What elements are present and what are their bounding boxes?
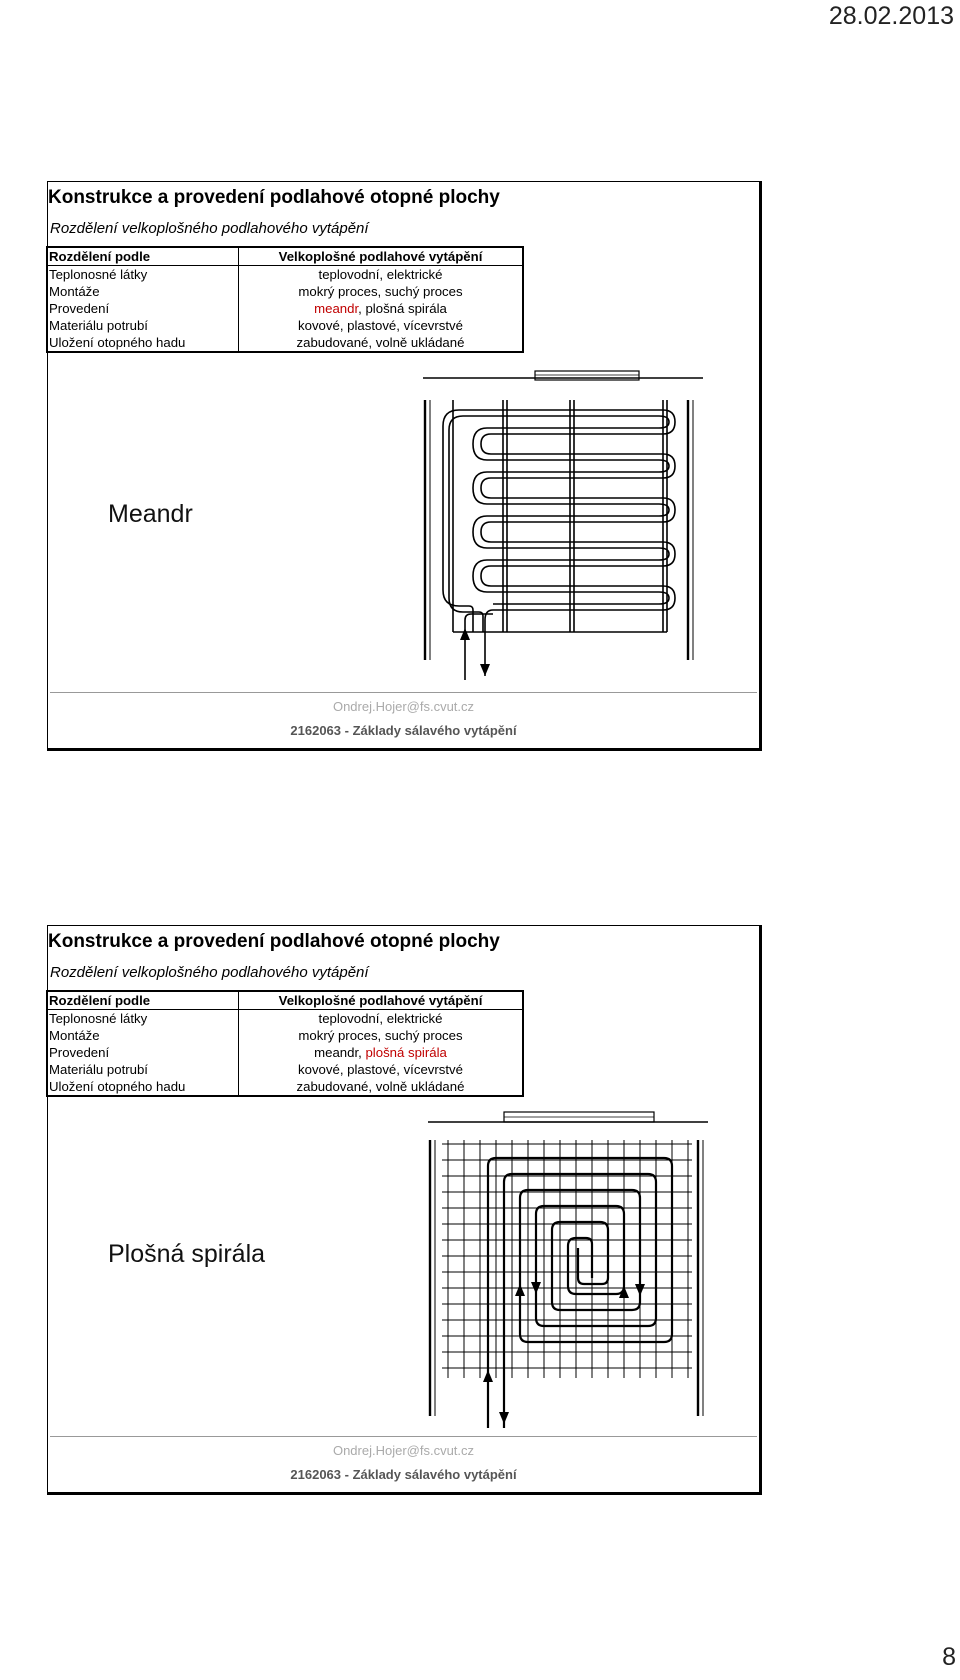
footer-email: Ondrej.Hojer@fs.cvut.cz <box>332 1443 475 1458</box>
table-header-row <box>47 991 523 1010</box>
footer-divider <box>50 1436 757 1437</box>
row-label: Montáže <box>47 283 239 300</box>
row-value: meandr, plošná spirála <box>314 301 447 316</box>
row-label: Provedení <box>47 1044 239 1061</box>
row-value: meandr, plošná spirála <box>314 1045 447 1060</box>
table-row <box>47 1010 523 1028</box>
row-value: mokrý proces, suchý proces <box>298 1028 463 1043</box>
row-label: Materiálu potrubí <box>47 1061 239 1078</box>
table-row <box>47 317 523 334</box>
row-label: Uložení otopného hadu <box>47 334 239 352</box>
diagram-label: Meandr <box>108 500 193 528</box>
row-value: teplovodní, elektrické <box>318 1011 443 1026</box>
row-label: Uložení otopného hadu <box>47 1078 239 1096</box>
row-label: Teplonosné látky <box>47 1010 239 1028</box>
meandr-diagram <box>413 370 713 680</box>
row-value: zabudované, volně ukládané <box>296 335 465 350</box>
row-value: teplovodní, elektrické <box>318 267 443 282</box>
table-row <box>47 1061 523 1078</box>
footer-course: 2162063 - Základy sálavého vytápění <box>290 1467 517 1482</box>
row-label: Materiálu potrubí <box>47 317 239 334</box>
slide-title: Konstrukce a provedení podlahové otopné plochy <box>48 187 500 208</box>
slide-subtitle: Rozdělení velkoplošného podlahového vytápění <box>50 964 369 981</box>
slide-title: Konstrukce a provedení podlahové otopné plochy <box>48 931 500 952</box>
page-date: 28.02.2013 <box>828 2 954 30</box>
table-header-label: Rozdělení podle <box>47 247 239 266</box>
table-row <box>47 1078 523 1096</box>
classification-table <box>46 990 524 1097</box>
classification-table <box>46 246 524 353</box>
table-row <box>47 283 523 300</box>
footer-email: Ondrej.Hojer@fs.cvut.cz <box>332 699 475 714</box>
row-value: mokrý proces, suchý proces <box>298 284 463 299</box>
row-label: Montáže <box>47 1027 239 1044</box>
spiral-diagram <box>408 1108 718 1428</box>
row-label: Provedení <box>47 300 239 317</box>
table-header-label: Rozdělení podle <box>47 991 239 1010</box>
slide-subtitle: Rozdělení velkoplošného podlahového vytápění <box>50 220 369 237</box>
diagram-label: Plošná spirála <box>108 1240 266 1268</box>
row-value: kovové, plastové, vícevrstvé <box>298 1062 463 1077</box>
table-header-value: Velkoplošné podlahové vytápění <box>239 247 524 266</box>
row-value: kovové, plastové, vícevrstvé <box>298 318 463 333</box>
table-header-row <box>47 247 523 266</box>
row-value: zabudované, volně ukládané <box>296 1079 465 1094</box>
table-row <box>47 266 523 284</box>
highlighted-term: plošná spirála <box>365 1045 447 1060</box>
table-row <box>47 1044 523 1061</box>
highlighted-term: meandr <box>314 301 359 316</box>
table-header-value: Velkoplošné podlahové vytápění <box>239 991 524 1010</box>
footer-course: 2162063 - Základy sálavého vytápění <box>290 723 517 738</box>
table-row <box>47 300 523 317</box>
table-row <box>47 334 523 352</box>
row-label: Teplonosné látky <box>47 266 239 284</box>
slide-meandr <box>47 181 762 751</box>
table-row <box>47 1027 523 1044</box>
slide-plosna-spirala <box>47 925 762 1495</box>
footer-divider <box>50 692 757 693</box>
page-number: 8 <box>942 1643 956 1671</box>
